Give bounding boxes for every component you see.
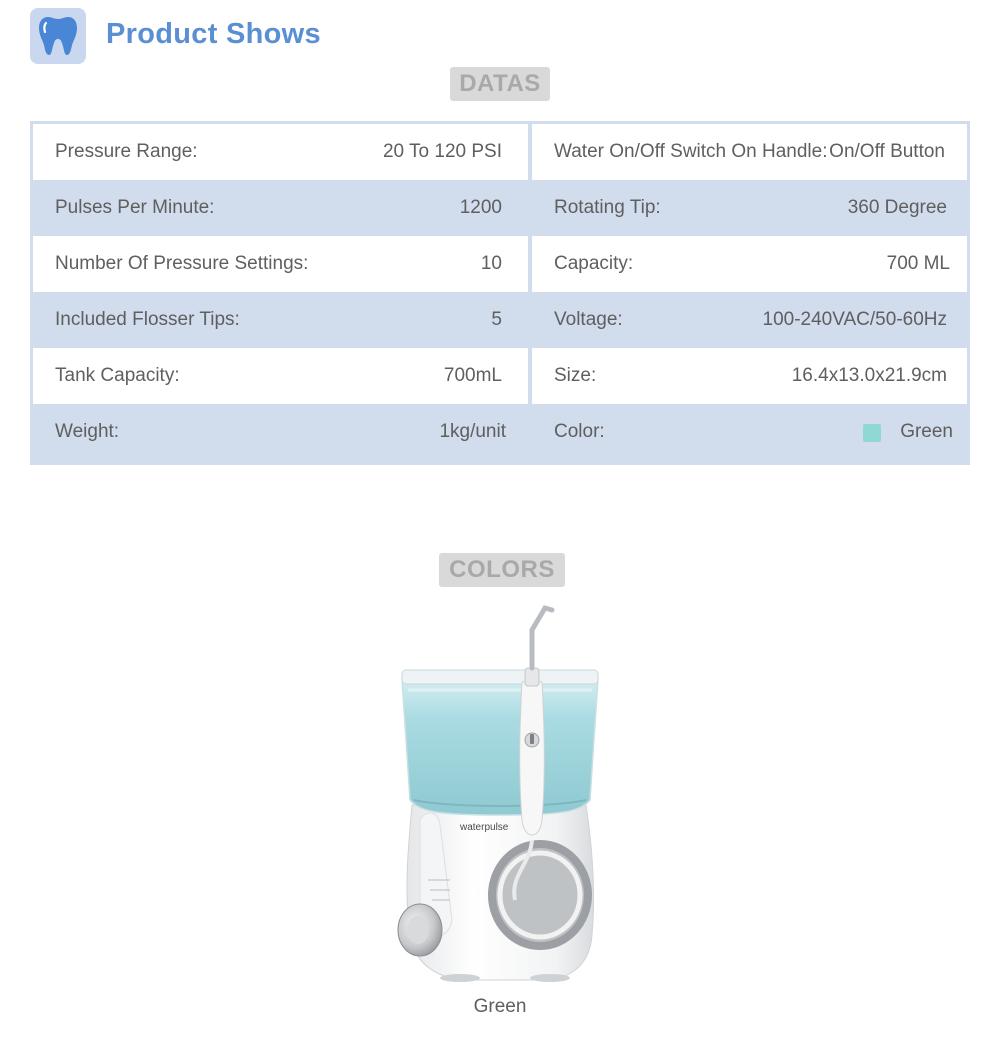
spec-label: Pulses Per Minute: — [55, 197, 215, 218]
spec-value: 100-240VAC/50-60Hz — [762, 309, 947, 330]
spec-label: Size: — [554, 365, 597, 386]
spec-cell — [532, 124, 967, 180]
table-row — [30, 292, 970, 348]
spec-cell — [532, 348, 967, 404]
spec-label: Voltage: — [554, 309, 623, 330]
spec-value: Green — [900, 421, 953, 442]
spec-cell — [33, 180, 528, 236]
spec-cell — [532, 236, 967, 292]
product-caption: Green — [473, 996, 527, 1017]
brand-text: waterpulse — [460, 822, 509, 833]
spec-value: 360 Degree — [847, 197, 947, 218]
color-swatch — [863, 424, 881, 442]
spec-cell — [33, 348, 528, 404]
spec-cell — [33, 236, 528, 292]
spec-label: Color: — [554, 421, 605, 442]
colors-heading: COLORS — [439, 553, 565, 587]
spec-value: On/Off Button — [829, 141, 945, 162]
spec-label: Weight: — [55, 421, 120, 442]
product-image — [390, 590, 610, 985]
spec-cell — [532, 292, 967, 348]
spec-table — [30, 121, 970, 465]
section-header — [30, 8, 630, 64]
spec-value: 700 ML — [886, 253, 950, 274]
spec-cell — [532, 180, 967, 236]
spec-cell — [33, 404, 528, 460]
spec-cell — [33, 292, 528, 348]
page-title: Product Shows — [106, 18, 321, 50]
spec-label: Capacity: — [554, 253, 634, 274]
table-row — [30, 404, 970, 460]
spec-value: 10 — [480, 253, 502, 274]
spec-label: Tank Capacity: — [55, 365, 180, 386]
spec-value: 20 To 120 PSI — [382, 141, 502, 162]
spec-value: 700mL — [443, 365, 502, 386]
spec-cell — [532, 404, 967, 460]
spec-label: Water On/Off Switch On Handle: — [554, 141, 828, 162]
tooth-icon — [30, 8, 86, 64]
table-row — [30, 180, 970, 236]
spec-value: 1kg/unit — [439, 421, 506, 442]
table-row — [30, 348, 970, 404]
spec-label: Number Of Pressure Settings: — [55, 253, 309, 274]
spec-value: 5 — [491, 309, 502, 330]
spec-value: 1200 — [459, 197, 502, 218]
spec-label: Rotating Tip: — [554, 197, 661, 218]
table-row — [30, 236, 970, 292]
table-row — [30, 124, 970, 180]
spec-cell — [33, 124, 528, 180]
spec-label: Included Flosser Tips: — [55, 309, 240, 330]
datas-heading: DATAS — [450, 67, 550, 101]
spec-label: Pressure Range: — [55, 141, 198, 162]
spec-value: 16.4x13.0x21.9cm — [791, 365, 947, 386]
